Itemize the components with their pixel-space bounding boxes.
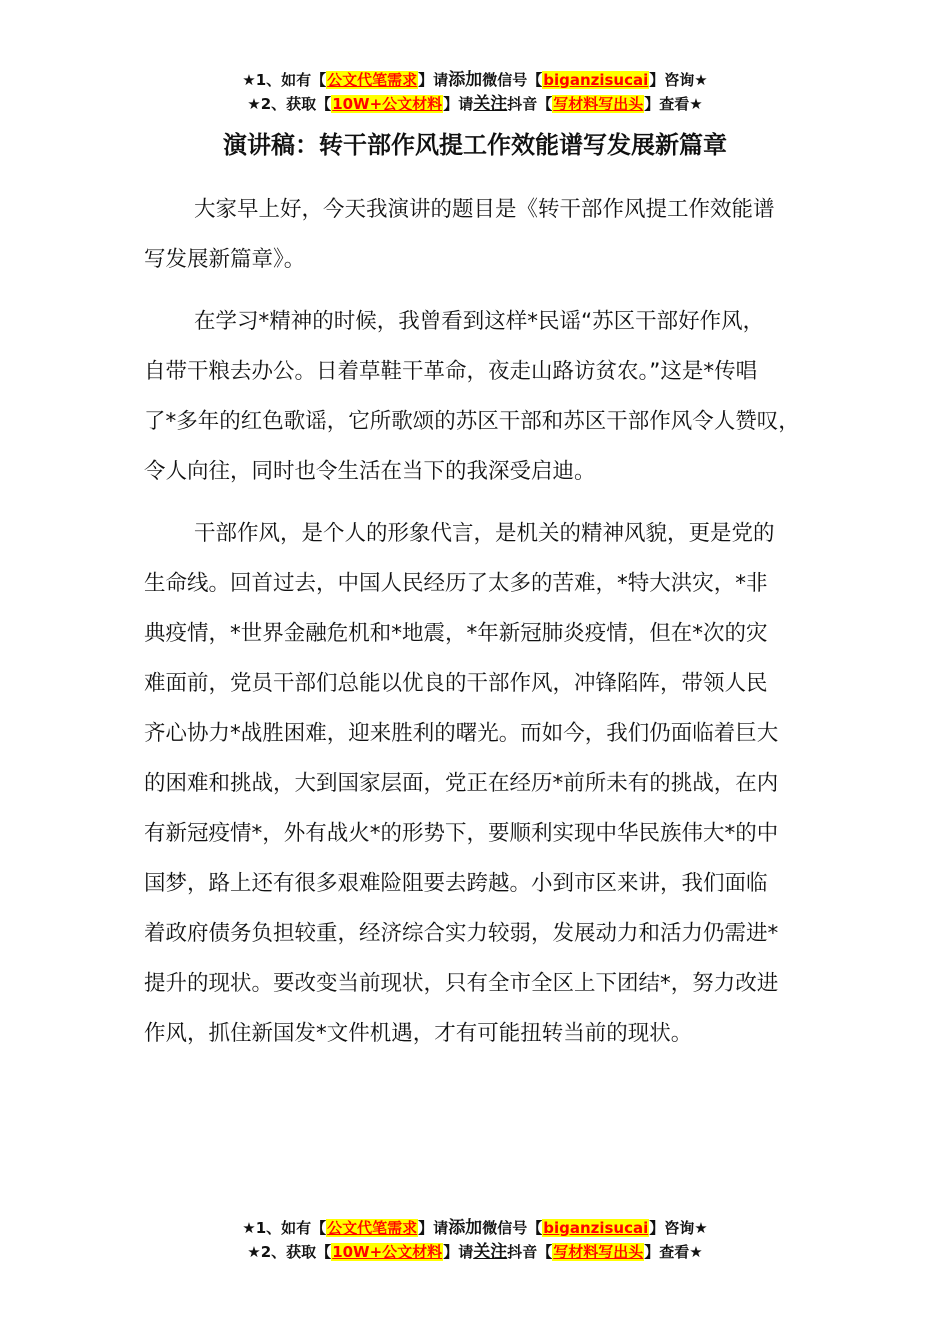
promo-text: ★2、获取【 <box>247 1243 332 1261</box>
paragraph <box>144 297 809 497</box>
promo-text: ★2、获取【 <box>247 95 332 113</box>
footer-promo <box>0 1216 950 1264</box>
text-line: 有新冠疫情*，外有战火*的形势下，要顺利实现中华民族伟大*的中 <box>144 821 779 846</box>
text-line: 写发展新篇章》。 <box>144 247 306 272</box>
promo-text: 】查看★ <box>644 1243 703 1261</box>
promo-text: 】请 <box>418 1219 449 1237</box>
promo-highlight-wechat-id[interactable]: biganzisucai <box>543 71 649 89</box>
text-line: 典疫情，*世界金融危机和*地震，*年新冠肺炎疫情，但在*次的灾 <box>144 621 768 646</box>
promo-text: 】请 <box>443 1243 474 1261</box>
promo-highlight-materials[interactable]: 10W+公文材料 <box>332 1243 443 1261</box>
promo-text: ★1、如有【 <box>242 71 327 89</box>
promo-highlight-materials[interactable]: 10W+公文材料 <box>332 95 443 113</box>
promo-highlight-douyin[interactable]: 写材料写出头 <box>553 1243 644 1261</box>
text-line: 提升的现状。要改变当前现状，只有全市全区上下团结*，努力改进 <box>144 971 779 996</box>
promo-emphasis: 添加 <box>448 70 483 90</box>
text-line: 在学习*精神的时候，我曾看到这样*民谣“苏区干部好作风， <box>194 309 765 334</box>
promo-line-1 <box>0 1216 950 1240</box>
promo-text: 】查看★ <box>644 95 703 113</box>
text-line: 令人向往，同时也令生活在当下的我深受启迪。 <box>144 459 596 484</box>
promo-highlight-wechat-id[interactable]: biganzisucai <box>543 1219 649 1237</box>
promo-text: 】请 <box>443 95 474 113</box>
promo-emphasis: 添加 <box>448 1218 483 1238</box>
promo-emphasis: 关注 <box>473 1242 508 1262</box>
text-line: 自带干粮去办公。日着草鞋干革命，夜走山路访贫农。”这是*传唱 <box>144 359 758 384</box>
header-promo <box>0 68 950 116</box>
text-line: 齐心协力*战胜困难，迎来胜利的曙光。而如今，我们仍面临着巨大 <box>144 721 779 746</box>
text-line: 着政府债务负担较重，经济综合实力较弱，发展动力和活力仍需进* <box>144 921 779 946</box>
text-line: 难面前，党员干部们总能以优良的干部作风，冲锋陷阵，带领人民 <box>144 671 768 696</box>
promo-text: 】咨询★ <box>649 1219 708 1237</box>
promo-text: 微信号【 <box>482 1219 543 1237</box>
promo-line-2 <box>0 92 950 116</box>
text-line: 作风，抓住新国发*文件机遇，才有可能扭转当前的现状。 <box>144 1021 693 1046</box>
promo-line-2 <box>0 1240 950 1264</box>
document-body <box>144 185 809 1071</box>
promo-text: 抖音【 <box>507 1243 553 1261</box>
paragraph <box>144 185 809 285</box>
document-title: 演讲稿：转干部作风提工作效能谱写发展新篇章 <box>223 131 727 159</box>
text-line: 的困难和挑战，大到国家层面，党正在经历*前所未有的挑战，在内 <box>144 771 779 796</box>
promo-highlight-service[interactable]: 公文代笔需求 <box>327 1219 418 1237</box>
text-line: 大家早上好，今天我演讲的题目是《转干部作风提工作效能谱 <box>194 197 775 222</box>
promo-highlight-douyin[interactable]: 写材料写出头 <box>553 95 644 113</box>
promo-text: ★1、如有【 <box>242 1219 327 1237</box>
text-line: 干部作风，是个人的形象代言，是机关的精神风貌，更是党的 <box>194 521 775 546</box>
text-line: 生命线。回首过去，中国人民经历了太多的苦难，*特大洪灾，*非 <box>144 571 768 596</box>
promo-line-1 <box>0 68 950 92</box>
promo-text: 】咨询★ <box>649 71 708 89</box>
promo-text: 抖音【 <box>507 95 553 113</box>
paragraph <box>144 509 809 1059</box>
promo-text: 微信号【 <box>482 71 543 89</box>
text-line: 了*多年的红色歌谣，它所歌颂的苏区干部和苏区干部作风令人赞叹， <box>144 409 800 434</box>
promo-text: 】请 <box>418 71 449 89</box>
promo-highlight-service[interactable]: 公文代笔需求 <box>327 71 418 89</box>
text-line: 国梦，路上还有很多艰难险阻要去跨越。小到市区来讲，我们面临 <box>144 871 768 896</box>
promo-emphasis: 关注 <box>473 94 508 114</box>
